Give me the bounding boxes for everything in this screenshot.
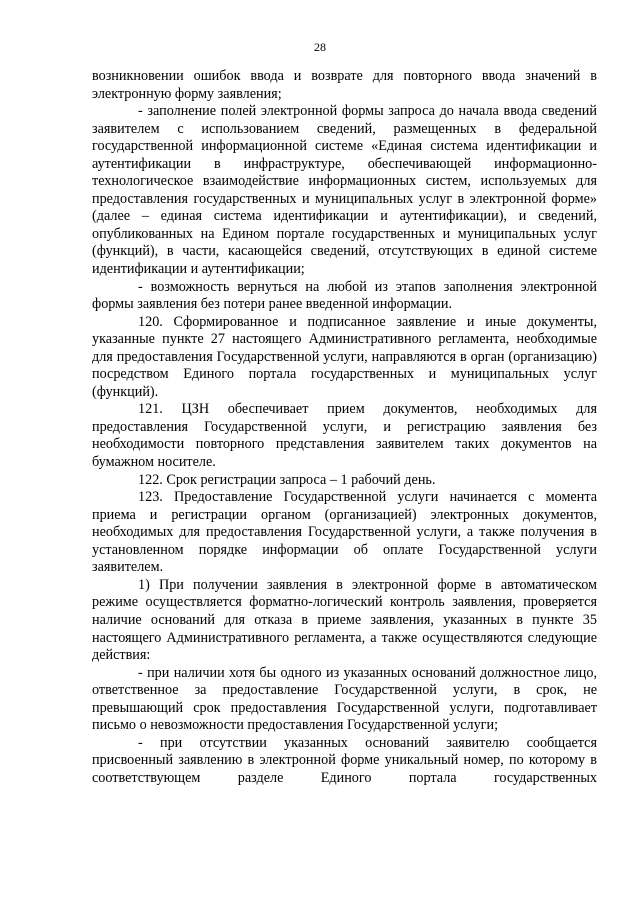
paragraph-clause-122: 122. Срок регистрации запроса – 1 рабочий день. [138, 471, 436, 488]
document-body [92, 68, 597, 787]
paragraph-clause-123: 123. Предоставление Государственной услуги начинается с момента приема и регистрации органом (организацией) электронных документов, необходимых для предоставления Государственной услуги, а также получения в установленном порядке информации об оплате Государственной услуги заявителем. [92, 489, 597, 576]
paragraph-list-item: - возможность вернуться на любой из этапов заполнения электронной формы заявления без потери ранее введенной информации. [92, 278, 597, 313]
paragraph-subclause-1: 1) При получении заявления в электронной форме в автоматическом режиме осуществляется форматно-логический контроль заявления, проверяется наличие оснований для отказа в приеме заявления, указанных в пункте 35 настоящего Административного регламента, а также осуществляются следующие действия: [92, 576, 597, 664]
paragraph-list-item: - заполнение полей электронной формы запроса до начала ввода сведений заявителем с использованием сведений, размещенных в федеральной государственной информационной системе «Единая система идентификации и аутентификации в инфраструктуре, обеспечивающей информационно-технологическое взаимодействие информационных систем, используемых для предоставления государственных и муниципальных услуг в электронной форме» (далее – единая система идентификации и аутентификации), и сведений, опубликованных на Едином портале государственных и муниципальных услуг (функций), в части, касающейся сведений, отсутствующих в единой системе идентификации и аутентификации; [92, 103, 597, 278]
paragraph-list-item: - при отсутствии указанных оснований заявителю сообщается присвоенный заявлению в электронной форме уникальный номер, по которому в соответствующем разделе Единого портала государственных [92, 734, 597, 786]
paragraph-list-item: - при наличии хотя бы одного из указанных оснований должностное лицо, ответственное за предоставление Государственной услуги, в срок, не превышающий срок предоставления Государственной услуги, подготавливает письмо о невозможности предоставления Государственной услуги; [92, 664, 597, 734]
paragraph-continuation: возникновении ошибок ввода и возврате для повторного ввода значений в электронную форму заявления; [92, 68, 597, 102]
paragraph-clause-120: 120. Сформированное и подписанное заявление и иные документы, указанные пункте 27 настоящего Административного регламента, необходимые для предоставления Государственной услуги, направляются в орган (организацию) посредством Единого портала государственных и муниципальных услуг (функций). [92, 313, 597, 400]
page-number: 28 [314, 40, 326, 54]
paragraph-clause-121: 121. ЦЗН обеспечивает прием документов, необходимых для предоставления Государственной услуги, и регистрацию заявления без необходимости повторного представления заявителем таких документов на бумажном носителе. [92, 401, 597, 471]
